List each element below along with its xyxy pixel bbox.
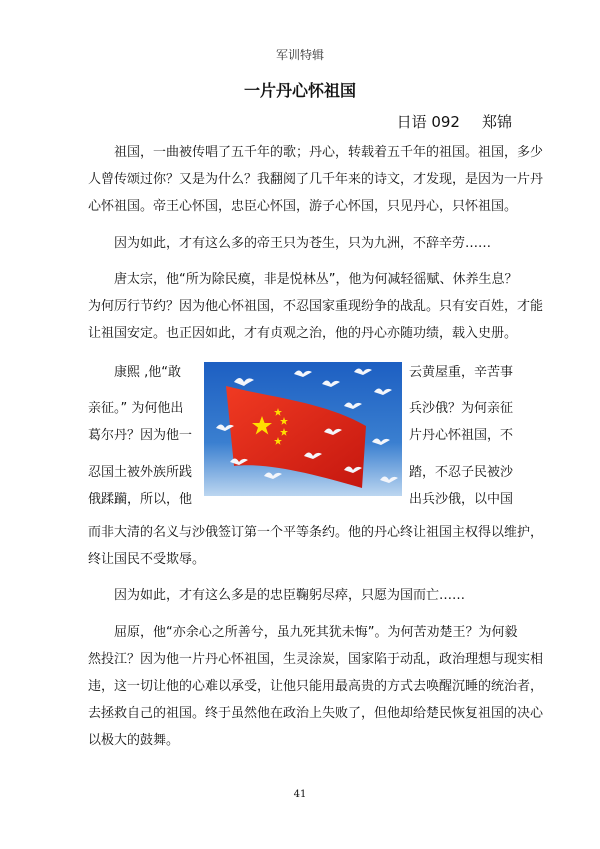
- body-line: 因为如此，才有这么多的帝王只为苍生，只为九洲，不辞辛劳……: [88, 236, 492, 251]
- wrap-left-line: 亲征。” 为何他出: [88, 401, 184, 416]
- body-line: 屈原，他“亦余心之所善兮，虽九死其犹未悔”。为何苦劝楚王？为何毅: [88, 625, 518, 640]
- wrap-right-line: 云黄屋重，辛苦事: [409, 365, 514, 380]
- body-line: 让祖国安定。也正因如此，才有贞观之治，他的丹心亦随功绩，载入史册。: [88, 326, 518, 341]
- article-title: 一片丹心怀祖国: [243, 81, 356, 100]
- body-line: 违，这一切让他的心难以承受，让他只能用最高贵的方式去唤醒沉睡的统治者，: [88, 679, 544, 694]
- page-number: 41: [293, 789, 307, 800]
- wrap-right-line: 兵沙俄？为何亲征: [409, 401, 514, 416]
- body-line: 为何厉行节约？因为他心怀祖国，不忍国家重现纷争的战乱。只有安百姓，才能: [88, 299, 544, 314]
- author-class: 日语 092: [396, 113, 460, 131]
- author-name: 郑锦: [481, 113, 512, 131]
- wrap-right-line: 片丹心怀祖国，不: [409, 428, 514, 443]
- running-header: 军训特辑: [275, 48, 324, 62]
- body-line: 唐太宗，他“所为除民瘼，非是悦林丛”，他为何减轻徭赋、休养生息？: [88, 272, 518, 287]
- body-line: 终让国民不受欺辱。: [88, 552, 206, 567]
- body-line: 人曾传颂过你？又是为什么？我翻阅了几千年来的诗文，才发现，是因为一片丹: [88, 172, 544, 187]
- body-line: 心怀祖国。帝王心怀国，忠臣心怀国，游子心怀国，只见丹心，只怀祖国。: [88, 199, 518, 214]
- body-line: 而非大清的名义与沙俄签订第一个平等条约。他的丹心终让祖国主权得以维护，: [88, 525, 544, 540]
- body-line: 然投江？因为他一片丹心怀祖国，生灵涂炭，国家陷于动乱，政治理想与现实相: [88, 652, 544, 667]
- wrap-left-line: 俄蹂躏，所以，他: [88, 492, 193, 507]
- wrap-right-line: 踏，不忍子民被沙: [409, 465, 514, 480]
- wrap-left-line: 葛尔丹？因为他一: [88, 428, 193, 443]
- byline: [397, 111, 512, 132]
- body-line: 去拯救自己的祖国。终于虽然他在政治上失败了，但他却给楚民恢复祖国的决心: [88, 706, 544, 721]
- body-line: 祖国，一曲被传唱了五千年的歌；丹心，转载着五千年的祖国。祖国，多少: [88, 145, 544, 160]
- flag-with-doves-photo: [204, 362, 402, 496]
- body-line: 以极大的鼓舞。: [88, 733, 180, 748]
- body-line: 因为如此，才有这么多是的忠臣鞠躬尽瘁，只愿为国而亡……: [88, 588, 466, 603]
- wrap-left-line: 康熙 ,他“敢: [88, 365, 181, 380]
- wrap-right-line: 出兵沙俄，以中国: [409, 492, 514, 507]
- wrap-left-line: 忍国土被外族所践: [88, 465, 193, 480]
